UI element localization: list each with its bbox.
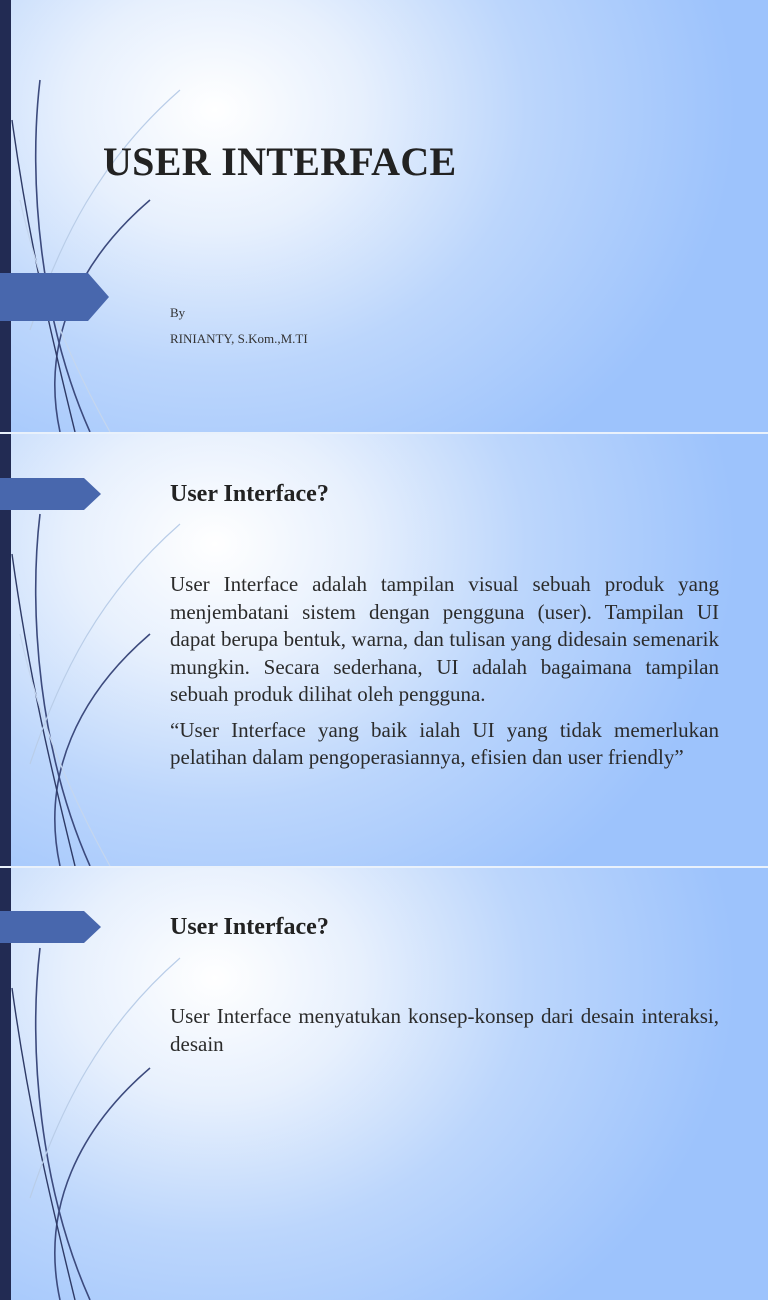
body-paragraph: User Interface menyatukan konsep-konsep dari desain interaksi, desain bbox=[170, 1004, 719, 1056]
content-slide-2 bbox=[0, 868, 768, 1300]
body-paragraph: User Interface adalah tampilan visual sebuah produk yang menjembatani sistem dengan pengguna (user). Tampilan UI dapat berupa bentuk, warna, dan tulisan yang didesain semenarik mungkin. Secara sederhana, UI adalah bagaimana tampilan sebuah produk dilihat oleh pengguna. bbox=[170, 572, 719, 706]
slide-body bbox=[170, 1003, 719, 1066]
slide-title: USER INTERFACE bbox=[103, 139, 457, 184]
decorative-curves bbox=[0, 0, 200, 432]
title-slide bbox=[0, 0, 768, 432]
slide-heading: User Interface? bbox=[170, 481, 329, 507]
slide-tab-marker bbox=[0, 478, 101, 510]
author-name: RINIANTY, S.Kom.,M.TI bbox=[170, 331, 308, 346]
slide-tab-marker bbox=[0, 911, 101, 943]
by-label: By bbox=[170, 305, 186, 320]
slide-body bbox=[170, 571, 719, 780]
slide-tab-marker bbox=[0, 273, 109, 321]
slide-sidebar bbox=[0, 0, 11, 432]
content-slide-1 bbox=[0, 434, 768, 866]
body-paragraph-quote: “User Interface yang baik ialah UI yang tidak memerlukan pelatihan dalam pengoperasiannya, efisien dan user friendly” bbox=[170, 717, 719, 769]
slide-heading: User Interface? bbox=[170, 914, 329, 940]
